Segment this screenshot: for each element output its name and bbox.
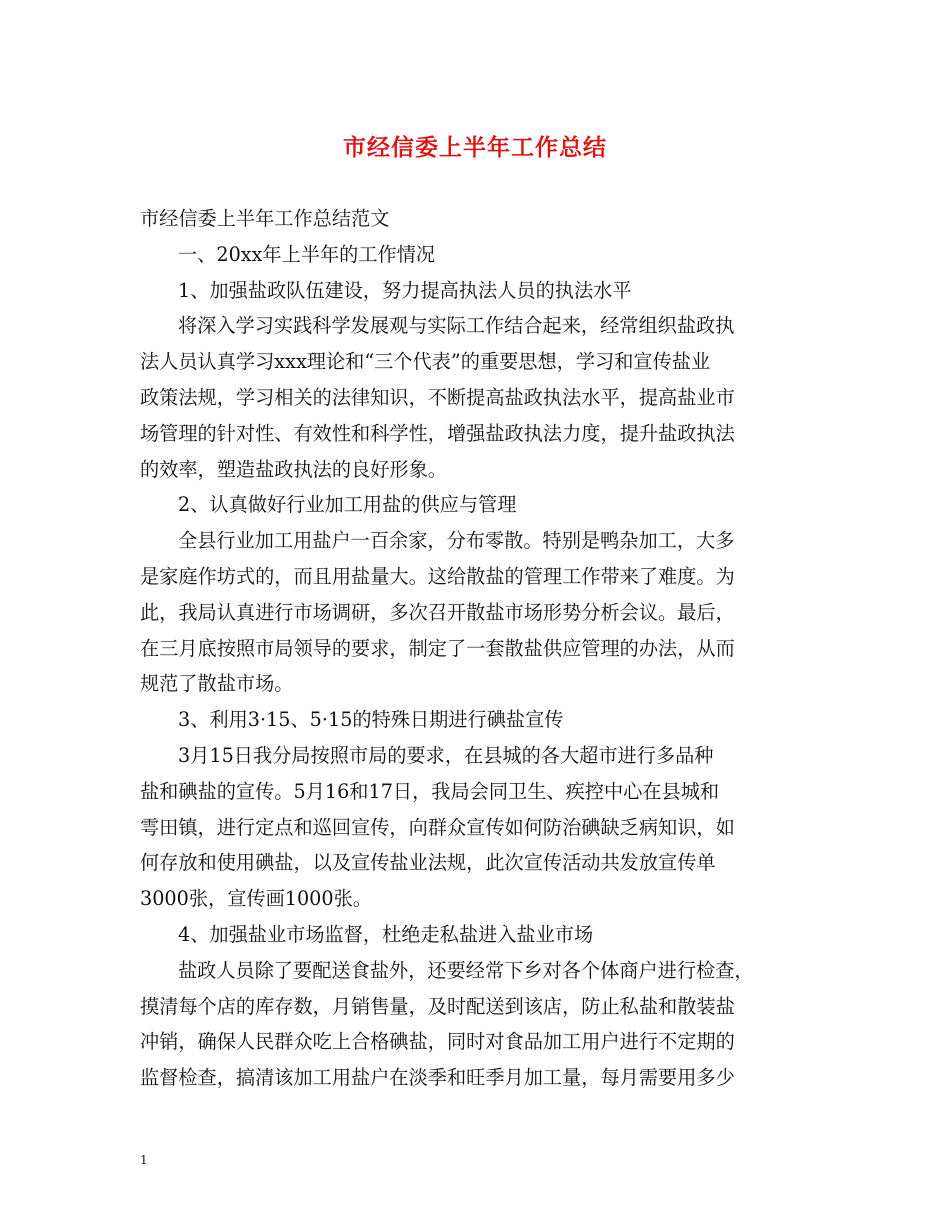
subsection-heading: 1、加强盐政队伍建设，努力提高执法人员的执法水平 bbox=[178, 278, 632, 302]
paragraph-line: 监督检查，搞清该加工用盐户在淡季和旺季月加工量，每月需要用多少 bbox=[140, 1066, 735, 1090]
paragraph-line: 全县行业加工用盐户一百余家，分布零散。特别是鸭杂加工，大多 bbox=[178, 529, 735, 553]
paragraph-line: 的效率，塑造盐政执法的良好形象。 bbox=[140, 457, 447, 481]
paragraph-line: 是家庭作坊式的，而且用盐量大。这给散盐的管理工作带来了难度。为 bbox=[140, 564, 735, 588]
paragraph-line: 摸清每个店的库存数，月销售量，及时配送到该店，防止私盐和散装盐 bbox=[140, 994, 735, 1018]
paragraph-line: 3000张，宣传画1000张。 bbox=[140, 887, 372, 911]
page-number: 1 bbox=[140, 1153, 148, 1167]
paragraph-line: 规范了散盐市场。 bbox=[140, 672, 294, 696]
paragraph-line: 冲销，确保人民群众吃上合格碘盐，同时对食品加工用户进行不定期的 bbox=[140, 1030, 735, 1054]
paragraph-line: 3月15日我分局按照市局的要求，在县城的各大超市进行多品种 bbox=[178, 743, 714, 767]
text-line: 市经信委上半年工作总结范文 bbox=[140, 207, 390, 230]
paragraph-line: 将深入学习实践科学发展观与实际工作结合起来，经常组织盐政执 bbox=[178, 314, 735, 338]
section-heading: 一、20xx年上半年的工作情况 bbox=[178, 242, 436, 266]
paragraph-line: 何存放和使用碘盐，以及宣传盐业法规，此次宣传活动共发放宣传单 bbox=[140, 851, 716, 875]
paragraph-line: 在三月底按照市局领导的要求，制定了一套散盐供应管理的办法，从而 bbox=[140, 636, 735, 660]
paragraph-line: 盐政人员除了要配送食盐外，还要经常下乡对各个体商户进行检查， bbox=[178, 958, 754, 982]
paragraph-line: 盐和碘盐的宣传。5月16和17日，我局会同卫生、疾控中心在县城和 bbox=[140, 779, 720, 803]
paragraph-line: 场管理的针对性、有效性和科学性，增强盐政执法力度，提升盐政执法 bbox=[140, 421, 735, 445]
document-title: 市经信委上半年工作总结 bbox=[343, 135, 607, 161]
paragraph-line: 此，我局认真进行市场调研，多次召开散盐市场形势分析会议。最后， bbox=[140, 600, 735, 624]
subsection-heading: 3、利用3·15、5·15的特殊日期进行碘盐宣传 bbox=[178, 708, 564, 732]
subsection-heading: 4、加强盐业市场监督，杜绝走私盐进入盐业市场 bbox=[178, 922, 594, 946]
paragraph-line: 雩田镇，进行定点和巡回宣传，向群众宣传如何防治碘缺乏病知识，如 bbox=[140, 815, 735, 839]
subsection-heading: 2、认真做好行业加工用盐的供应与管理 bbox=[178, 493, 517, 517]
document-body bbox=[140, 201, 820, 1096]
paragraph-line: 政策法规，学习相关的法律知识，不断提高盐政执法水平，提高盐业市 bbox=[140, 385, 735, 409]
paragraph-line: 法人员认真学习xxx理论和“三个代表”的重要思想，学习和宣传盐业 bbox=[140, 350, 711, 374]
